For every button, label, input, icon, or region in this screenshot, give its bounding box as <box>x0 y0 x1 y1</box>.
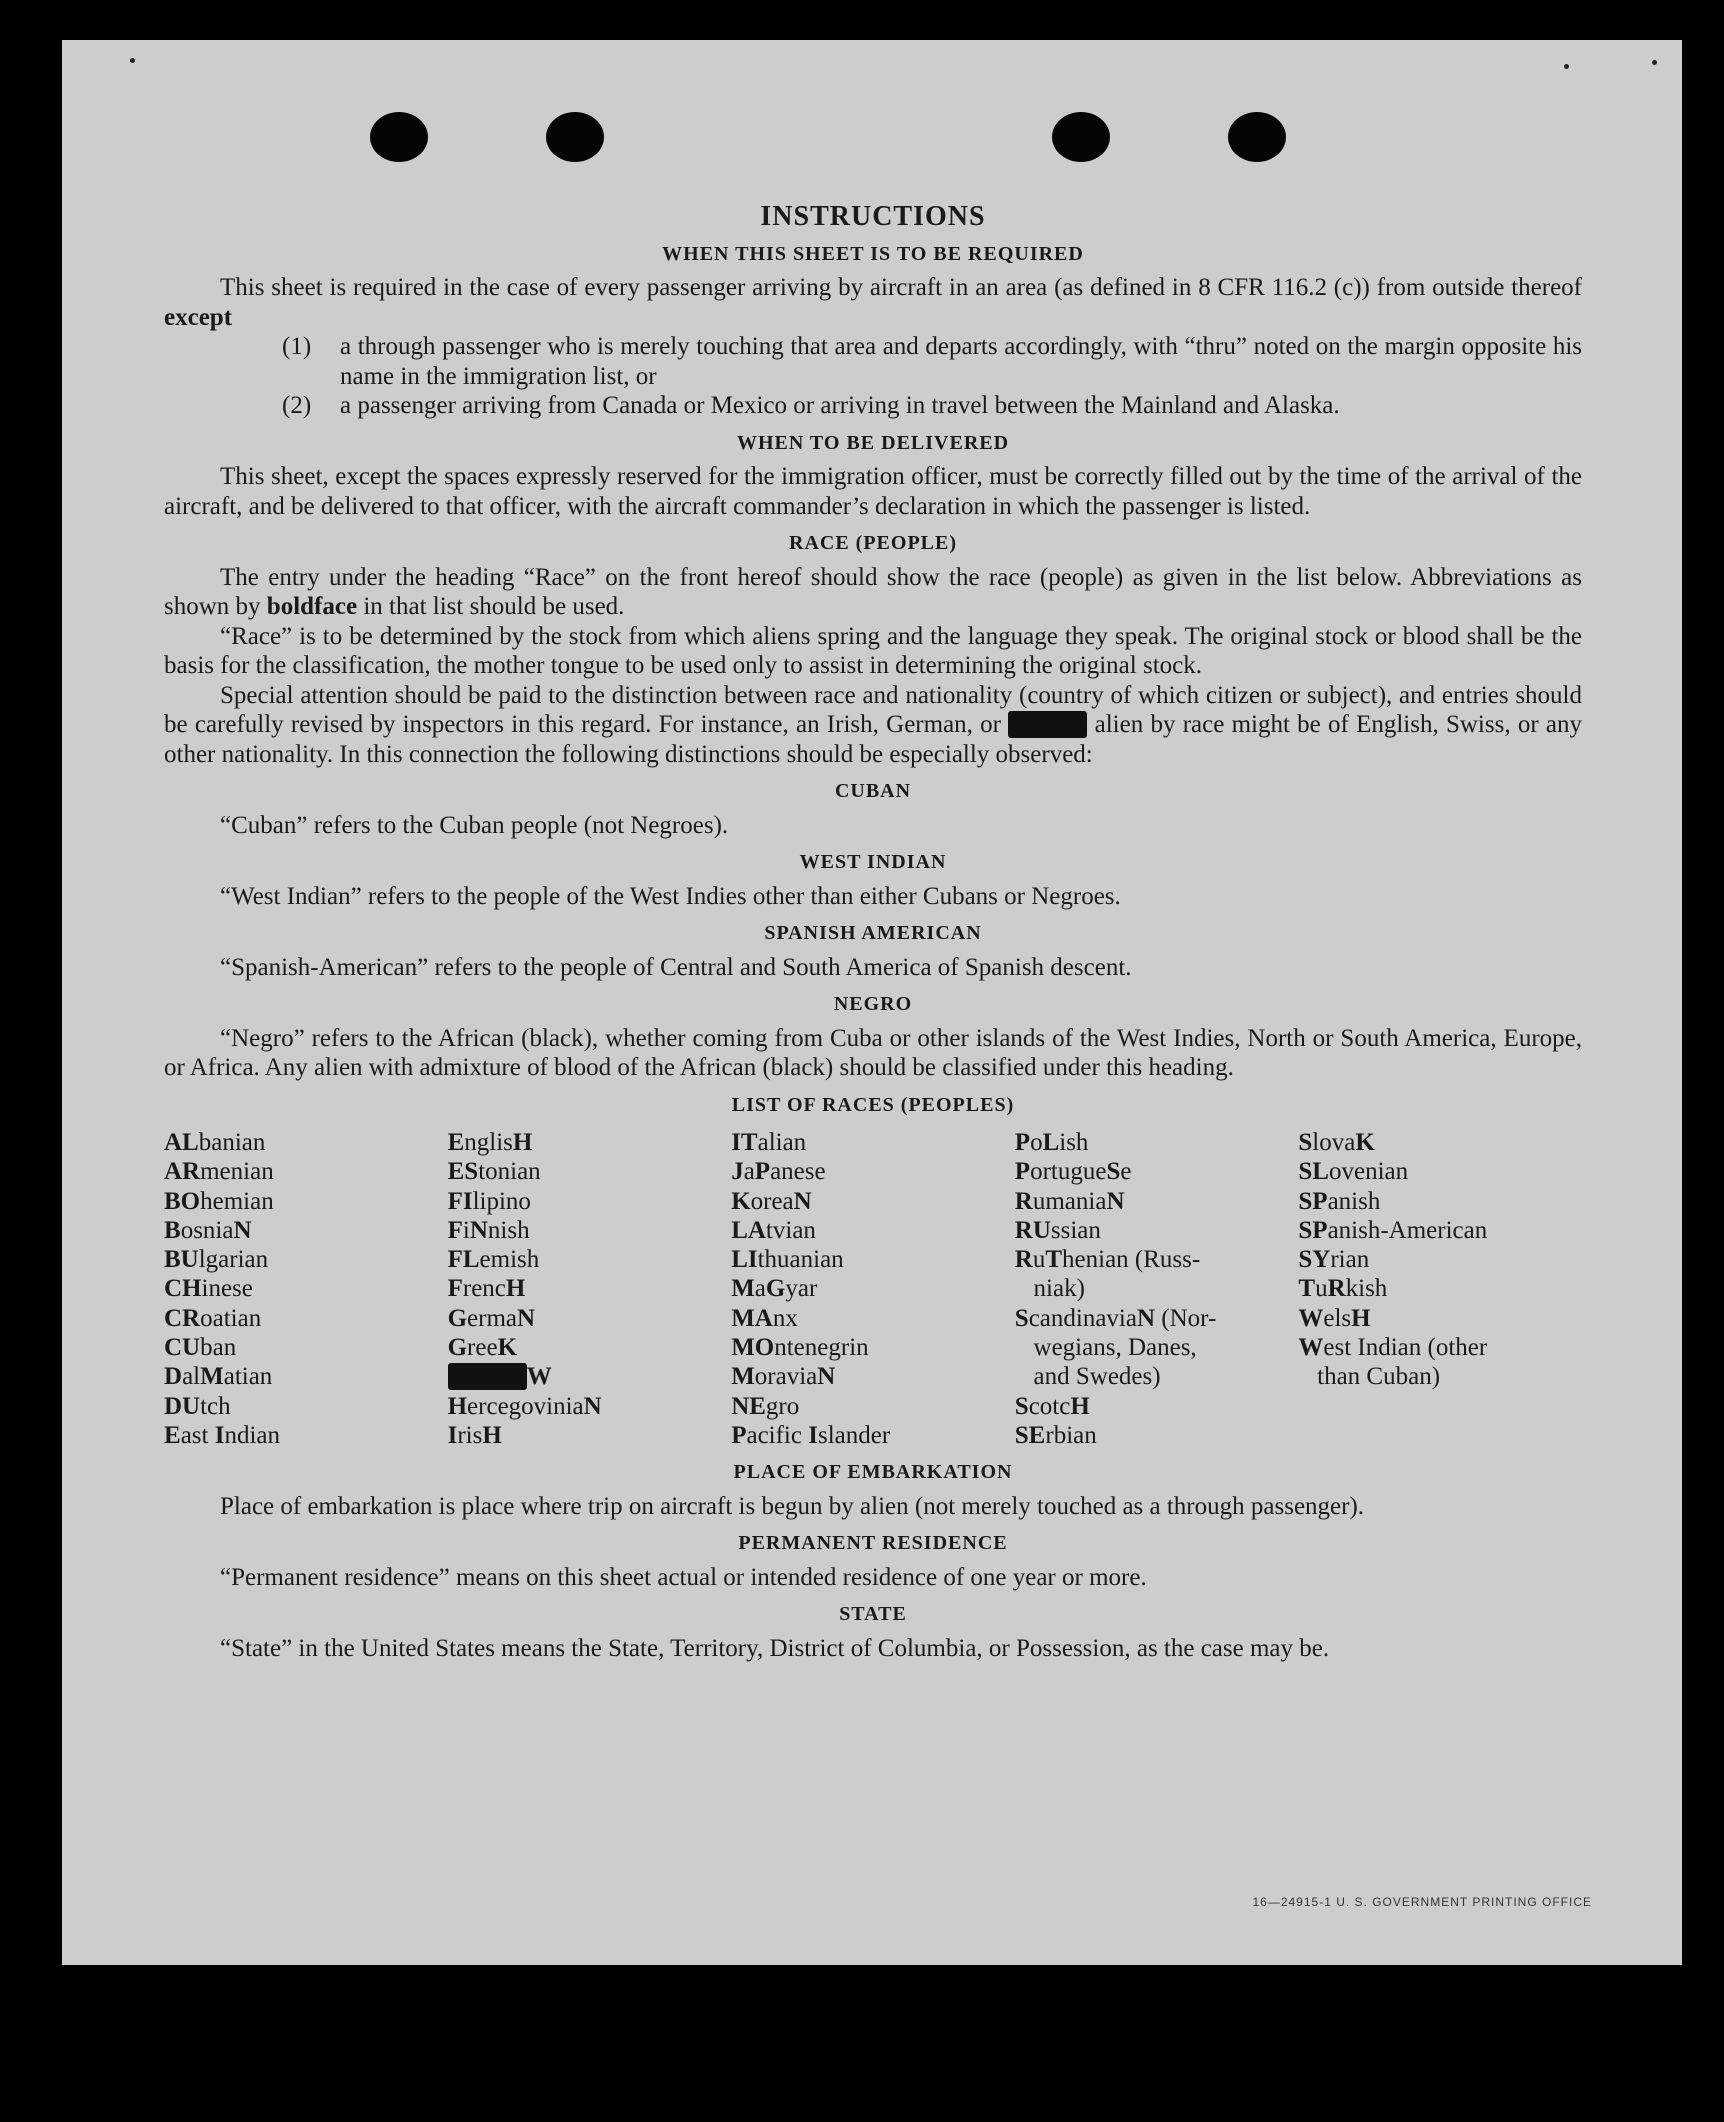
state-text: “State” in the United States means the State, Territory, District of Columbia, or Possession, as the case may be. <box>220 1634 1330 1662</box>
speck <box>130 58 135 63</box>
race-entry: CRoatian <box>164 1304 262 1332</box>
heading-list-of-races: LIST OF RACES (PEOPLES) <box>731 1093 1015 1116</box>
race-entry: EnglisH <box>447 1129 533 1156</box>
race-entry: RUssian <box>1014 1216 1101 1244</box>
heading-cuban: CUBAN <box>834 780 912 802</box>
cuban-text: “Cuban” refers to the Cuban people (not Negroes). <box>220 811 729 839</box>
speck <box>1652 60 1657 65</box>
race-entry: DUtch <box>164 1392 231 1420</box>
punch-hole-4 <box>1228 112 1286 162</box>
speck <box>1564 64 1569 69</box>
race-entry: East Indian <box>164 1421 280 1449</box>
race-entry: ARmenian <box>164 1158 274 1186</box>
race-entry: niak) <box>1014 1275 1085 1303</box>
race-entry: WelsH <box>1298 1304 1371 1332</box>
printing-office-code: 16—24915-1 U. S. GOVERNMENT PRINTING OFFICE <box>1252 1895 1592 1909</box>
race-entry: ScotcH <box>1014 1392 1090 1420</box>
race-entry: GreeK <box>447 1334 518 1362</box>
race-entry: HercegoviniaN <box>447 1392 602 1420</box>
race-entry: MaGyar <box>731 1275 818 1303</box>
negro-text: “Negro” refers to the African (black), whether coming from Cuba or other islands of the West Indies, North or South America, Europe, or Africa. Any alien with admixture of blood of the African (black) should be classified under this heading. <box>164 1024 1582 1081</box>
when-required-intro: This sheet is required in the case of every passenger arriving by aircraft in an area (as defined in 8 CFR 116.2 (c)) from outside thereof except <box>164 274 1582 331</box>
heading-embarkation: PLACE OF EMBARKATION <box>733 1461 1013 1484</box>
when-delivered-text: This sheet, except the spaces expressly reserved for the immigration officer, must be correctly filled out by the time of the arrival of the aircraft, and be delivered to that officer, with the aircraft commander’s declaration in which the passenger is listed. <box>164 463 1582 520</box>
race-entry: and Swedes) <box>1014 1363 1161 1391</box>
races-column <box>1015 1128 1299 1450</box>
races-list <box>164 1128 1582 1450</box>
punch-hole-1 <box>370 112 428 162</box>
exception-item-1: (1) a through passenger who is merely touching that area and departs accordingly, with “thru” noted on the margin opposite his name in the immigration list, or <box>282 333 1582 390</box>
race-entry: LIthuanian <box>731 1246 844 1274</box>
heading-race: RACE (PEOPLE) <box>789 532 957 554</box>
heading-spanish-american: SPANISH AMERICAN <box>764 922 982 944</box>
race-entry: SYrian <box>1298 1246 1370 1274</box>
race-paragraph-2: “Race” is to be determined by the stock from which aliens spring and the language they speak. The original stock or blood shall be the basis for the classification, the mother tongue to be used only to assist in determining the original stock. <box>164 622 1582 679</box>
race-entry: MAnx <box>731 1304 798 1332</box>
redacted-word <box>1008 711 1087 738</box>
races-column <box>731 1128 1015 1450</box>
race-entry: BosniaN <box>164 1216 252 1244</box>
race-entry: FIlipino <box>447 1187 531 1215</box>
race-entry: NEgro <box>731 1392 800 1420</box>
race-entry: W <box>448 1362 732 1391</box>
instructions-body <box>164 190 1582 1663</box>
heading-when-required: WHEN THIS SHEET IS TO BE REQUIRED <box>662 242 1084 265</box>
exception-item-2: (2) a passenger arriving from Canada or Mexico or arriving in travel between the Mainland and Alaska. <box>282 392 1340 419</box>
residence-text: “Permanent residence” means on this sheet actual or intended residence of one year or more. <box>220 1563 1147 1591</box>
race-entry: RumaniaN <box>1014 1187 1125 1215</box>
race-entry: ITalian <box>731 1129 807 1156</box>
race-entry: EStonian <box>447 1158 541 1186</box>
race-entry: RuThenian (Russ- <box>1014 1246 1201 1274</box>
heading-negro: NEGRO <box>833 993 913 1015</box>
race-entry: ALbanian <box>164 1129 266 1156</box>
race-entry: KoreaN <box>731 1187 812 1215</box>
race-entry: CUban <box>164 1334 237 1362</box>
races-column <box>164 1128 448 1450</box>
race-entry: West Indian (other <box>1298 1334 1488 1362</box>
race-entry: FiNnish <box>447 1216 530 1244</box>
race-entry: SPanish-American <box>1298 1216 1488 1244</box>
embarkation-text: Place of embarkation is place where trip on aircraft is begun by alien (not merely touched as a through passenger). <box>220 1492 1365 1520</box>
race-entry: Pacific Islander <box>731 1421 891 1449</box>
race-entry: BUlgarian <box>164 1246 269 1274</box>
spanish-american-text: “Spanish-American” refers to the people of Central and South America of Spanish descent. <box>220 953 1132 981</box>
west-indian-text: “West Indian” refers to the people of the West Indies other than either Cubans or Negroes. <box>220 882 1121 910</box>
race-entry: BOhemian <box>164 1187 274 1215</box>
race-entry: GermaN <box>447 1304 536 1332</box>
race-entry: TuRkish <box>1298 1275 1388 1303</box>
race-entry: PortugueSe <box>1014 1158 1132 1186</box>
race-entry: FLemish <box>447 1246 540 1274</box>
race-entry: FrencH <box>447 1275 526 1303</box>
races-column <box>448 1128 732 1450</box>
race-entry: MoraviaN <box>731 1363 836 1391</box>
document-sheet <box>62 40 1682 1965</box>
race-entry: MOntenegrin <box>731 1334 869 1362</box>
race-entry: ScandinaviaN (Nor- <box>1014 1304 1217 1332</box>
race-entry: wegians, Danes, <box>1014 1334 1197 1362</box>
races-column <box>1298 1128 1582 1450</box>
race-entry: CHinese <box>164 1275 253 1303</box>
race-entry: than Cuban) <box>1298 1363 1441 1391</box>
punch-hole-3 <box>1052 112 1110 162</box>
race-entry: SPanish <box>1298 1187 1381 1215</box>
race-entry: IrisH <box>447 1421 502 1449</box>
race-paragraph-3: Special attention should be paid to the distinction between race and nationality (country of which citizen or subject), and entries should be carefully revised by inspectors in this regard. For instance, an Irish, German, or alien by race might be of English, Swiss, or any other nationality. In this connection the following distinctions should be especially observed: <box>164 681 1582 768</box>
punch-hole-2 <box>546 112 604 162</box>
race-entry: LAtvian <box>731 1216 816 1244</box>
race-entry: JaPanese <box>731 1158 826 1186</box>
race-entry: SlovaK <box>1298 1129 1375 1156</box>
page-title: INSTRUCTIONS <box>760 201 986 232</box>
race-entry: SErbian <box>1014 1421 1097 1449</box>
race-paragraph-1: The entry under the heading “Race” on the front hereof should show the race (people) as given in the list below. Abbreviations as shown by boldface in that list should be used. <box>164 563 1582 620</box>
heading-residence: PERMANENT RESIDENCE <box>738 1532 1008 1555</box>
heading-west-indian: WEST INDIAN <box>799 851 947 873</box>
heading-when-delivered: WHEN TO BE DELIVERED <box>736 431 1010 454</box>
heading-state: STATE <box>839 1603 907 1626</box>
race-entry: DalMatian <box>164 1363 273 1391</box>
race-entry: SLovenian <box>1298 1158 1409 1186</box>
race-entry: PoLish <box>1014 1129 1089 1156</box>
